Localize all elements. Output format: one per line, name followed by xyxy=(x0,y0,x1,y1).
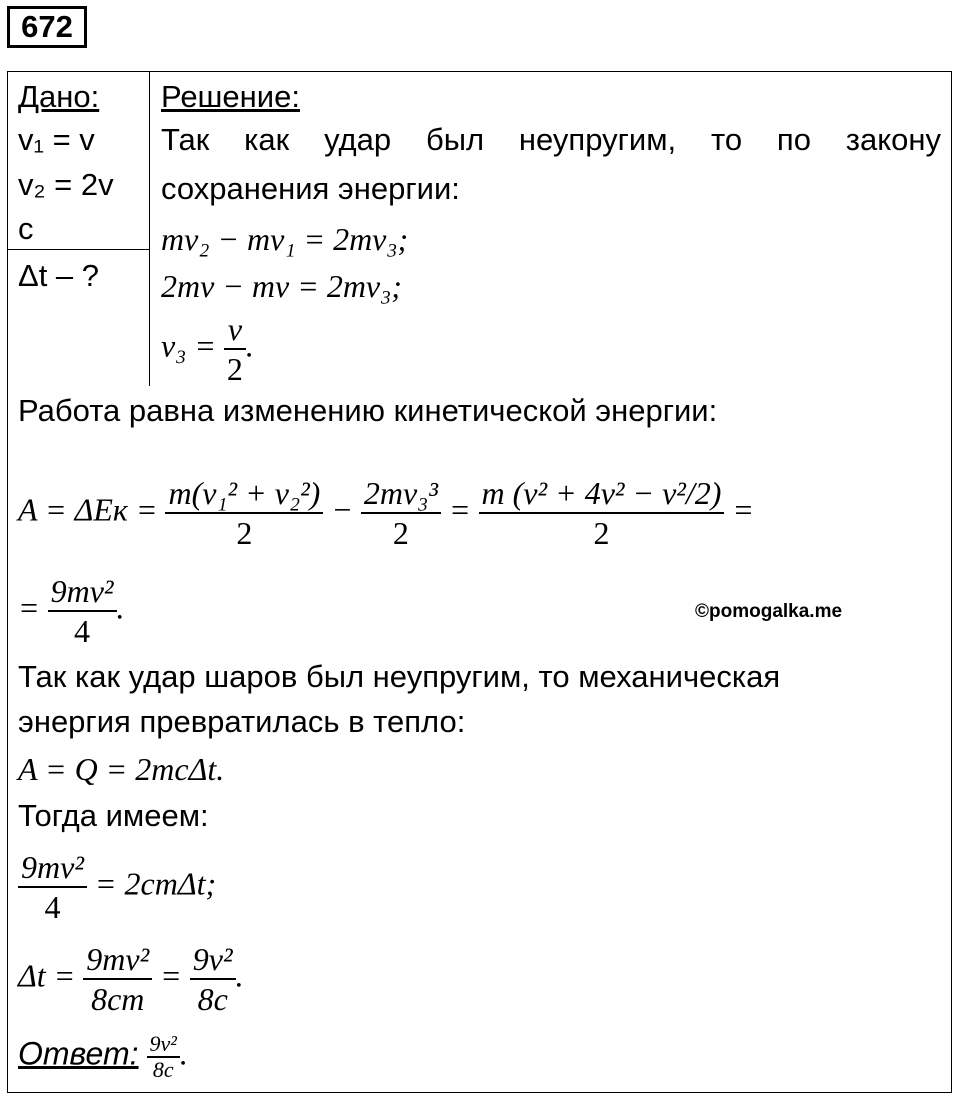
given-divider-vertical xyxy=(149,71,150,386)
watermark: ©pomogalka.me xyxy=(695,601,843,622)
answer-label: Ответ: xyxy=(18,1035,139,1072)
work-text: Работа равна изменению кинетической энергии: xyxy=(18,393,718,428)
equation-v3: v₃ = $\frac{v}{2}$ . xyxy=(161,311,254,387)
equation-delta-t: Δt = $\frac{\text{9mv²}}{8cm}$ = $\frac{\text{9v²}}{8c}$ . xyxy=(18,941,244,1017)
problem-number: 672 xyxy=(7,6,87,48)
given-line-2: v₂ = 2v xyxy=(18,167,114,202)
then-text: Тогда имеем: xyxy=(18,798,209,833)
equation-work-result: = $\frac{\text{9mv²}}{4}$ . xyxy=(18,573,125,649)
solution-heading: Решение: xyxy=(161,79,300,114)
heat-text-1: Так как удар шаров был неупругим, то механическая xyxy=(18,659,781,694)
equation-momentum-2: 2mv − mv = 2mv₃; xyxy=(161,268,402,304)
given-line-3: c xyxy=(18,211,34,246)
equation-momentum-1: mv₂ − mv₁ = 2mv₃; xyxy=(161,221,409,257)
given-heading: Дано: xyxy=(18,79,100,114)
solution-text-2: сохранения энергии: xyxy=(161,171,460,206)
answer-line: Ответ: $\frac{\text{9v²}}{8c}$ . xyxy=(18,1031,188,1082)
heat-text-2: энергия превратилась в тепло: xyxy=(18,704,466,739)
equation-balance: $\frac{\text{9mv²}}{4}$ = 2cmΔt; xyxy=(18,848,216,926)
find-line: Δt – ? xyxy=(18,258,100,293)
solution-text-1: Так как удар был неупругим, то по закону xyxy=(161,122,941,157)
given-divider-horizontal xyxy=(7,249,150,250)
equation-heat: A = Q = 2mcΔt. xyxy=(18,751,225,787)
equation-work: A = ΔEк = $\frac{\text{m(v₁² + v₂²)}}{2}$ − $\frac{\text{2mv₃³}}{2}$ = $\frac{\text{m (v² + 4v² − v²/2)}}{2}$ = xyxy=(18,475,755,551)
given-line-1: v₁ = v xyxy=(18,122,95,157)
